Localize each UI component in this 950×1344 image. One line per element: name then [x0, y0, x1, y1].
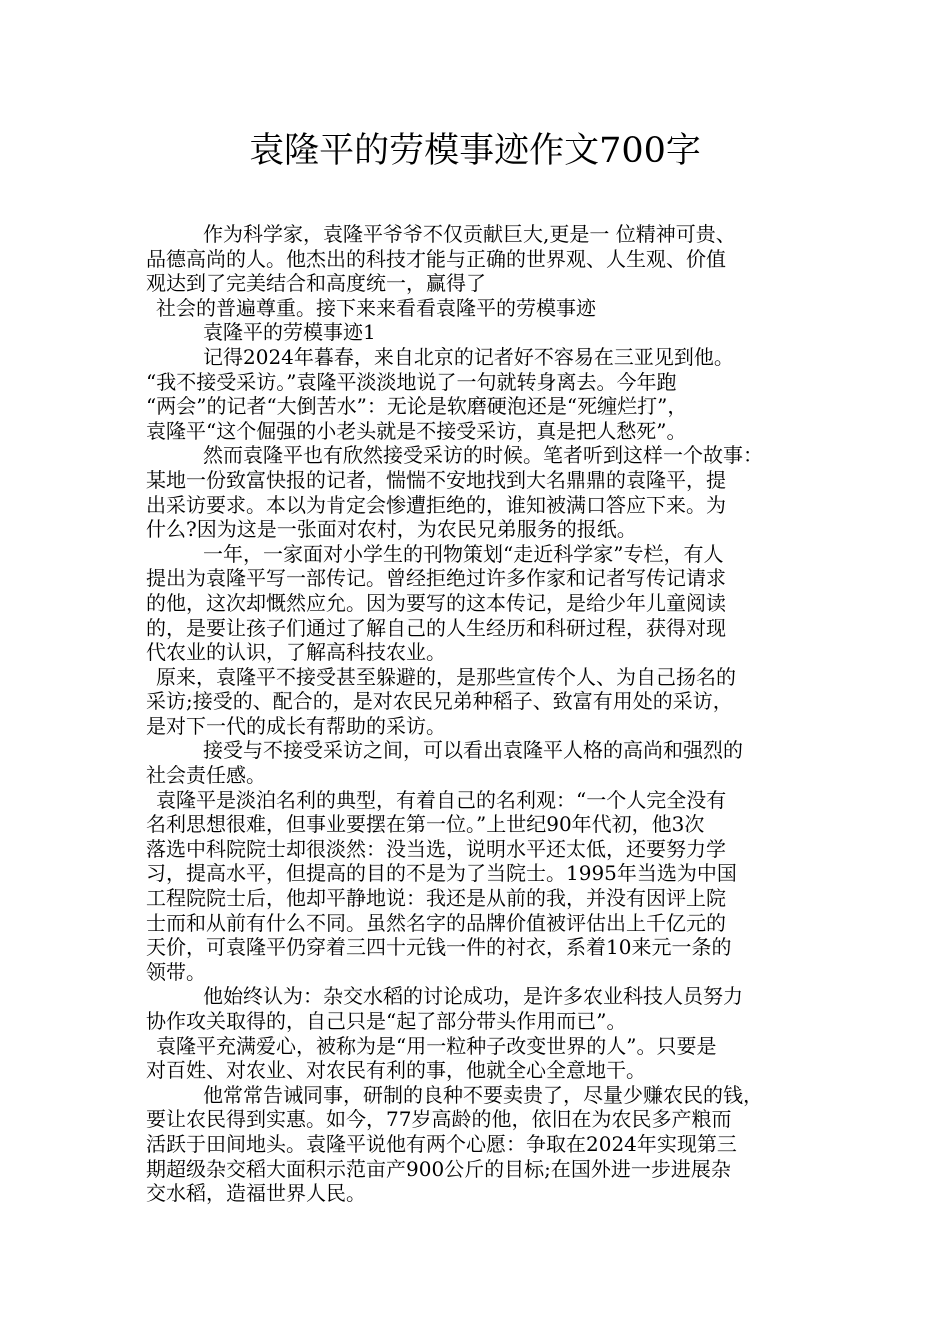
text-line: 交水稻，造福世界人民。 [146, 1181, 366, 1206]
text-line: 习，提高水平，但提高的目的不是为了当院士。1995年当选为中国 [146, 861, 737, 886]
text-line: 一年，一家面对小学生的刊物策划“走近科学家”专栏，有人 [203, 541, 724, 566]
text-line: 某地一份致富快报的记者，惴惴不安地找到大名鼎鼎的袁隆平，提 [146, 467, 726, 492]
text-line: 品德高尚的人。他杰出的科技才能与正确的世界观、人生观、价值 [146, 246, 726, 271]
text-line: 袁隆平的劳模事迹1 [203, 320, 376, 345]
text-line: 领带。 [146, 959, 206, 984]
text-line: 袁隆平“这个倔强的小老头就是不接受采访，真是把人愁死”。 [146, 418, 687, 443]
text-line: 观达到了完美结合和高度统一，赢得了 [146, 271, 486, 296]
document-body [146, 222, 810, 1206]
text-line: 活跃于田间地头。袁隆平说他有两个心愿：争取在2024年实现第三 [146, 1131, 737, 1156]
text-line: 他常常告诫同事，研制的良种不要卖贵了，尽量少赚农民的钱， [203, 1082, 763, 1107]
text-line: 期超级杂交稻大面积示范亩产900公斤的目标;在国外进一步进展杂 [146, 1156, 731, 1181]
text-line: 是对下一代的成长有帮助的采访。 [146, 713, 446, 738]
text-line: 社会责任感。 [146, 763, 266, 788]
text-line: 的他，这次却慨然应允。因为要写的这本传记，是给少年儿童阅读 [146, 590, 726, 615]
text-line: 他始终认为：杂交水稻的讨论成功，是许多农业科技人员努力 [203, 984, 743, 1009]
text-line: 名利思想很难，但事业要摆在第一位。”上世纪90年代初，他3次 [146, 812, 705, 837]
text-line: 社会的普遍尊重。接下来来看看袁隆平的劳模事迹 [156, 295, 596, 320]
text-line: 提出为袁隆平写一部传记。曾经拒绝过许多作家和记者写传记请求 [146, 566, 726, 591]
text-line: 要让农民得到实惠。如今，77岁高龄的他，依旧在为农民多产粮而 [146, 1107, 732, 1132]
text-line: 采访;接受的、配合的，是对农民兄弟种稻子、致富有用处的采访， [146, 689, 733, 714]
text-line: “两会”的记者“大倒苦水”：无论是软磨硬泡还是“死缠烂打”， [146, 394, 688, 419]
text-line: “我不接受采访。”袁隆平淡淡地说了一句就转身离去。今年跑 [146, 369, 677, 394]
text-line: 代农业的认识，了解高科技农业。 [146, 640, 446, 665]
text-line: 落选中科院院士却很淡然：没当选，说明水平还太低，还要努力学 [146, 836, 726, 861]
text-line: 原来，袁隆平不接受甚至躲避的，是那些宣传个人、为自己扬名的 [156, 664, 736, 689]
text-line: 工程院院士后，他却平静地说：我还是从前的我，并没有因评上院 [146, 886, 726, 911]
text-line: 出采访要求。本以为肯定会惨遭拒绝的，谁知被满口答应下来。为 [146, 492, 726, 517]
text-line: 记得2024年暮春，来自北京的记者好不容易在三亚见到他。 [203, 344, 734, 369]
text-line: 对百姓、对农业、对农民有利的事，他就全心全意地干。 [146, 1058, 646, 1083]
text-line: 然而袁隆平也有欣然接受采访的时候。笔者听到这样一个故事： [203, 443, 763, 468]
text-line: 协作攻关取得的，自己只是“起了部分带头作用而已”。 [146, 1009, 627, 1033]
text-line: 的，是要让孩子们通过了解自己的人生经历和科研过程，获得对现 [146, 615, 726, 640]
text-line: 什么?因为这是一张面对农村，为农民兄弟服务的报纸。 [146, 517, 637, 542]
document-title: 袁隆平的劳模事迹作文700字 [249, 131, 701, 171]
text-line: 袁隆平充满爱心，被称为是“用一粒种子改变世界的人”。只要是 [156, 1033, 717, 1058]
text-line: 作为科学家，袁隆平爷爷不仅贡献巨大,更是一 位精神可贵、 [203, 222, 736, 246]
text-line: 士而和从前有什么不同。虽然名字的品牌价值被评估出上千亿元的 [146, 910, 726, 935]
text-line: 袁隆平是淡泊名利的典型，有着自己的名利观：“一个人完全没有 [156, 787, 727, 812]
text-line: 接受与不接受采访之间，可以看出袁隆平人格的高尚和强烈的 [203, 738, 743, 763]
text-line: 天价，可袁隆平仍穿着三四十元钱一件的衬衣，系着10来元一条的 [146, 935, 732, 960]
